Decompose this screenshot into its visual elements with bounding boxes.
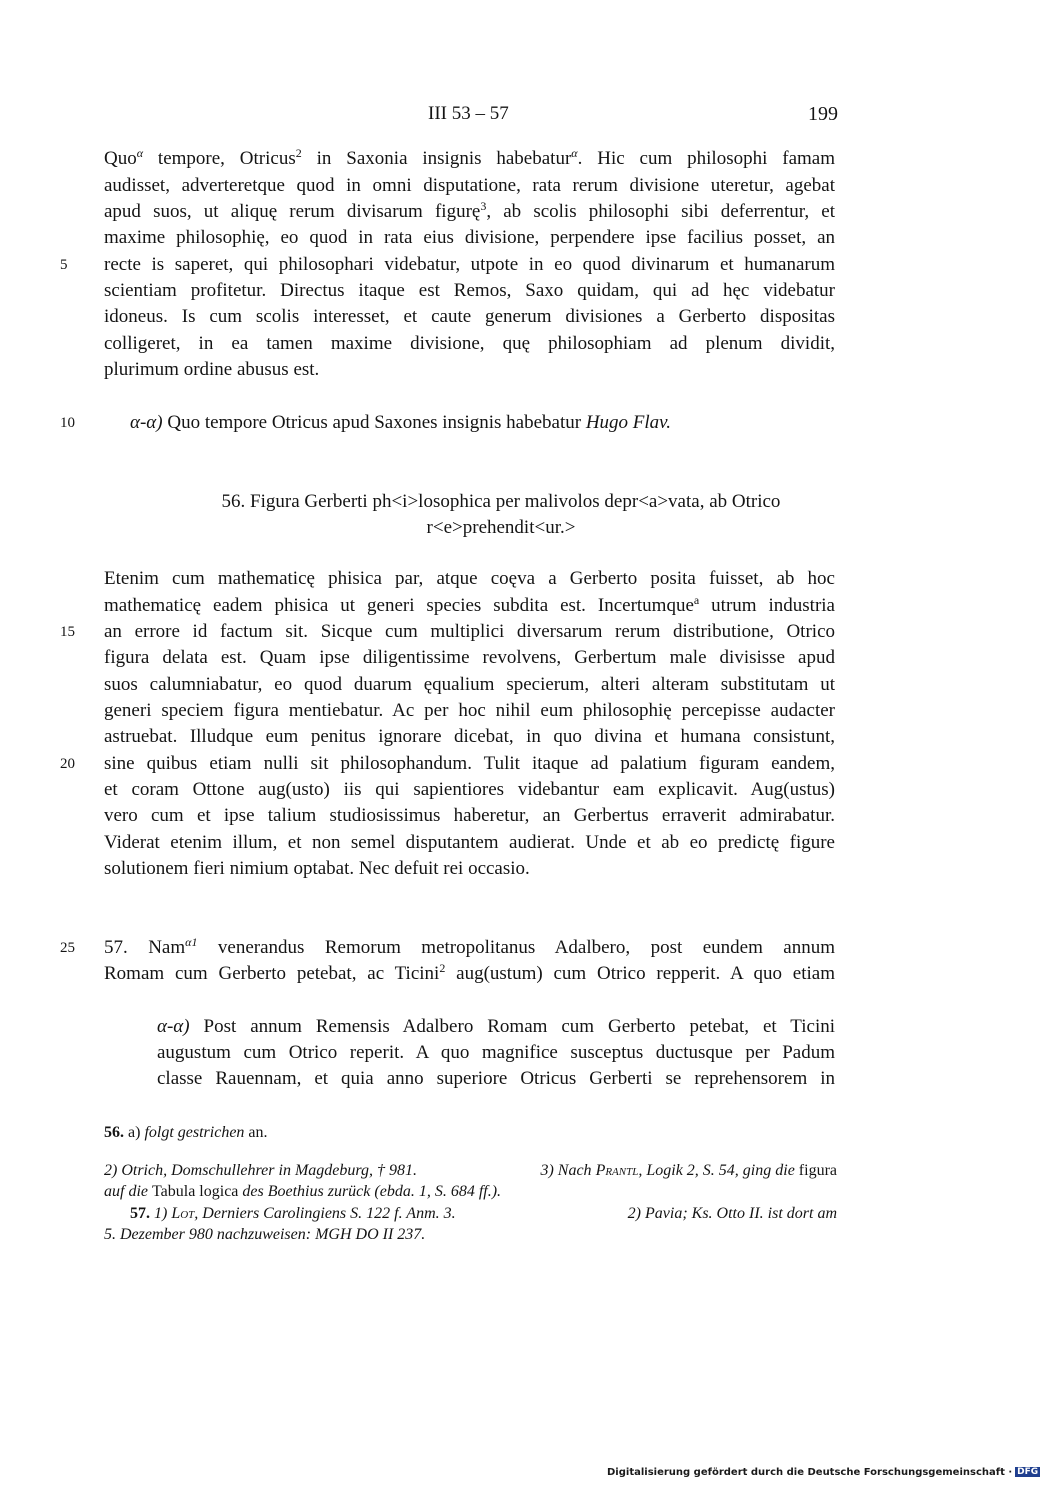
note-source: Hugo Flav. — [585, 412, 671, 433]
text-line: Etenim cum mathematicę phisica par, atque coęva a Gerberto posita fuisset, ab hoc — [104, 568, 835, 589]
chapter-heading: 56. Figura Gerberti ph<i>losophica per malivolos depr<a>vata, ab Otrico — [221, 491, 781, 512]
apparatus-note: augustum cum Otrico reperit. A quo magnifice susceptus ductusque per Padum — [157, 1042, 835, 1063]
footnote-marker: α — [571, 146, 578, 160]
footnote-marker: α1 — [185, 935, 198, 949]
digitization-credit: Digitalisierung gefördert durch die Deutsche Forschungsgemeinschaft · DFG — [607, 1467, 1039, 1478]
text-line: apud suos, ut aliquę rerum divisarum figurę$^3$, ab scolis philosophi sibi deferrentur, et — [104, 199, 835, 222]
apparatus-note: α-α) Post annum Remensis Adalbero Romam cum Gerberto petebat, et Ticini — [157, 1016, 835, 1037]
line-number: 10 — [60, 415, 75, 431]
text-line: 57. Nam$^{\alpha 1}$ venerandus Remorum metropolitanus Adalbero, post eundem annum — [104, 935, 836, 958]
text-line: vero cum et ipse talium studiosissimus haberetur, an Gerbertus erraverit admirabatur. — [104, 805, 835, 826]
line-number: 5 — [60, 257, 68, 273]
text-line: Quo$^\alpha$ tempore, Otricus$^2$ in Saxonia insignis habebatur$^\alpha$. Hic cum philosophi famam — [104, 146, 835, 169]
text-line: et coram Ottone aug(usto) iis qui sapientiores videbantur eam explicavit. Aug(ustus) — [104, 779, 835, 800]
chapter-heading: r<e>prehendit<ur.> — [426, 517, 576, 538]
footnote-2: 2) Otrich, Domschullehrer in Magdeburg, † 981. — [104, 1162, 417, 1179]
apparatus-note: classe Rauennam, et quia anno superiore Otricus Gerberti se reprehensorem in — [157, 1068, 835, 1089]
footnote-57-1: 57. 1) Lot, Derniers Carolingiens S. 122 f. Anm. 3. — [130, 1205, 456, 1222]
text-line: generi speciem figura mentiebatur. Ac per hoc nihil eum philosophię percepisse audacter — [104, 700, 835, 721]
text-line: Viderat etenim illum, et non semel disputantem audierat. Unde et ab eo predictę figure — [104, 832, 835, 853]
text-line: idoneus. Is cum scolis interesset, et caute generum divisiones a Gerberto dispositas — [104, 306, 835, 327]
text-line: sine quibus etiam nulli sit philosophandum. Tulit itaque ad palatium figuram eandem, — [104, 753, 835, 774]
text-line: maxime philosophię, eo quod in rata eius divisione, perpendere ipse facilius posset, an — [104, 227, 835, 248]
text-line: mathematicę eadem phisica ut generi species subdita est. Incertumque$^a$ utrum industria — [104, 593, 835, 616]
running-header — [0, 103, 1000, 133]
section-range: III 53 – 57 — [428, 103, 509, 124]
footnote-marker: a — [693, 593, 700, 607]
text-line: colligeret, in ea tamen maxime divisione, quę philosophiam ad plenum dividit, — [104, 333, 835, 354]
text-line: astruebat. Illudque eum penitus ignorare dicebat, in quo divina et humana consistunt, — [104, 726, 835, 747]
text-line: solutionem fieri nimium optabat. Nec defuit rei occasio. — [104, 858, 530, 879]
text-line: plurimum ordine abusus est. — [104, 359, 320, 380]
footnote-marker: 2 — [439, 961, 446, 975]
page-number: 199 — [808, 103, 838, 125]
note-marker: α-α) — [130, 412, 163, 433]
footnote-57-2-cont: 5. Dezember 980 nachzuweisen: MGH DO II 237. — [104, 1226, 426, 1243]
line-number: 20 — [60, 756, 75, 772]
note-marker: α-α) — [157, 1016, 190, 1037]
text-line: Romam cum Gerberto petebat, ac Ticini$^2$ aug(ustum) cum Otrico repperit. A quo etiam — [104, 961, 835, 984]
line-number: 25 — [60, 940, 75, 956]
text-line: an errore id factum sit. Sicque cum multiplici diversarum rerum distributione, Otrico — [104, 621, 835, 642]
text-line: audisset, adverteretque quod in omni disputatione, rata rerum divisione uteretur, agebat — [104, 175, 835, 196]
footnote-marker: 3 — [480, 199, 487, 213]
text-line: suos calumniabatur, eo quod duarum ęqualium specierum, alteri alteram substitutam ut — [104, 674, 835, 695]
apparatus-note: α-α) Quo tempore Otricus apud Saxones insignis habebatur Hugo Flav. — [130, 412, 671, 433]
text-line: scientiam profitetur. Directus itaque est Remos, Saxo quidam, qui ad hęc videbatur — [104, 280, 835, 301]
dfg-logo-icon: DFG — [1017, 1467, 1039, 1477]
line-number: 15 — [60, 624, 75, 640]
footnote-57-2: 2) Pavia; Ks. Otto II. ist dort am — [627, 1205, 837, 1222]
footnote-56a: 56. a) folgt gestrichen an. — [104, 1124, 268, 1141]
text-line: figura delata est. Quam ipse diligentissime revolvens, Gerbertum male divisisse apud — [104, 647, 835, 668]
text-line: recte is saperet, qui philosophari videbatur, utpote in eo quod divinarum et humanarum — [104, 254, 835, 275]
footnote-3-cont: auf die Tabula logica des Boethius zurück (ebda. 1, S. 684 ff.). — [104, 1183, 502, 1200]
footnote-marker: 2 — [295, 146, 302, 160]
footnote-marker: α — [136, 146, 144, 160]
footnote-3: 3) Nach Prantl, Logik 2, S. 54, ging die figura — [540, 1162, 837, 1179]
